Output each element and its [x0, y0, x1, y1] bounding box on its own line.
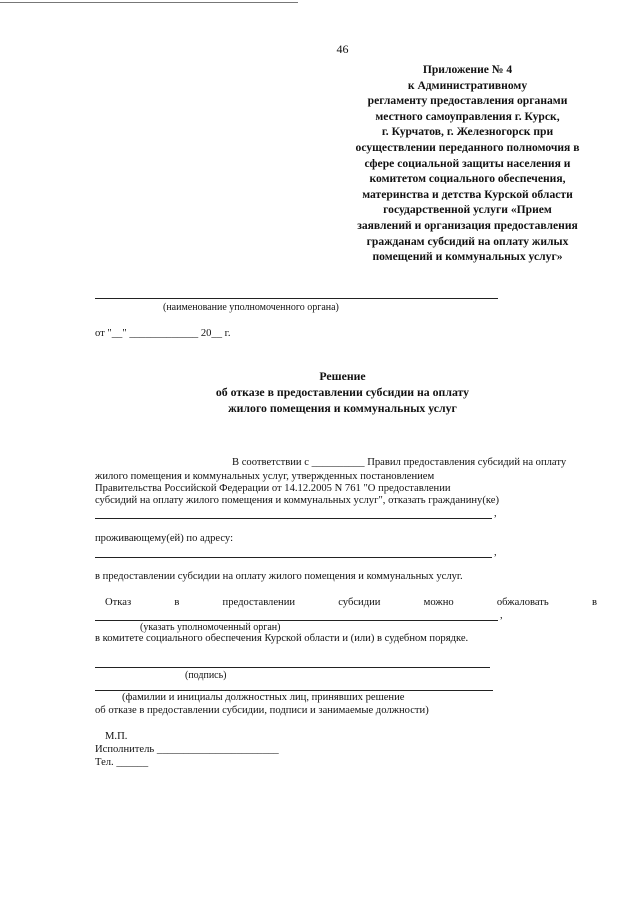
appendix-line: комитетом социального обеспечения,: [369, 172, 566, 186]
committee-line: в комитете социального обеспечения Курской области и (или) в судебном порядке.: [95, 633, 469, 644]
date-line: от "__" _____________ 20__ г.: [95, 328, 231, 339]
executor-line: Исполнитель _______________________: [95, 744, 279, 755]
appendix-line: к Административному: [407, 78, 528, 92]
appeal-word: предоставлении: [222, 597, 296, 608]
comma: ,: [494, 547, 497, 558]
appendix-line: осуществлении переданного полномочия в: [355, 140, 580, 154]
officials-caption-1: (фамилии и инициалы должностных лиц, принявших решение: [122, 692, 405, 703]
citizen-name-rule: [95, 518, 492, 519]
decision-title: [0, 368, 640, 416]
body-line-3: Правительства Российской Федерации от 14.12.2005 N 761 "О предоставлении: [95, 483, 451, 494]
appendix-line: регламенту предоставления органами: [367, 94, 568, 108]
appendix-line: помещений и коммунальных услуг»: [372, 250, 563, 264]
appendix-line: государственной услуги «Прием: [383, 203, 552, 217]
body-line-1: В соответствии с __________ Правил предоставления субсидий на оплату: [232, 457, 567, 468]
residing-label: проживающему(ей) по адресу:: [95, 533, 234, 544]
phone-line: Тел. ______: [95, 757, 149, 768]
appendix-line: Приложение № 4: [422, 63, 513, 76]
appendix-line: местного самоуправления г. Курск,: [375, 109, 560, 123]
appeal-word: обжаловать: [496, 597, 549, 608]
authority-rule: [95, 620, 498, 621]
appendix-line: материнства и детства Курской области: [362, 187, 573, 201]
signature-caption: (подпись): [185, 670, 227, 681]
appendix-line: сфере социальной защиты населения и: [364, 156, 571, 170]
title-line: жилого помещения и коммунальных услуг: [228, 401, 457, 415]
appeal-word: в: [591, 597, 597, 608]
authority-hint: (указать уполномоченный орган): [140, 622, 281, 633]
appeal-word: Отказ: [105, 597, 132, 608]
comma: ,: [494, 508, 497, 519]
address-rule: [95, 557, 492, 558]
officials-rule: [95, 690, 493, 691]
appendix-line: г. Курчатов, г. Железногорск при: [381, 125, 554, 139]
officials-caption-2: об отказе в предоставлении субсидии, подписи и занимаемые должности): [95, 705, 429, 716]
appendix-header: [335, 62, 600, 265]
refusal-text: в предоставлении субсидии на оплату жилого помещения и коммунальных услуг.: [95, 571, 463, 582]
authority-caption: (наименование уполномоченного органа): [163, 302, 339, 313]
stamp-label: М.П.: [105, 731, 128, 742]
scan-edge-line: [0, 2, 298, 3]
appendix-line: заявлений и организация предоставления: [357, 218, 578, 232]
title-line: Решение: [319, 369, 366, 383]
appeal-word: в: [174, 597, 180, 608]
appeal-word: субсидии: [338, 597, 381, 608]
page-number: 46: [336, 42, 349, 56]
appendix-line: гражданам субсидий на оплату жилых: [366, 234, 569, 248]
authority-name-rule: [95, 298, 498, 299]
signature-rule: [95, 667, 490, 668]
title-line: об отказе в предоставлении субсидии на оплату: [215, 385, 470, 399]
comma: ,: [500, 610, 503, 621]
body-line-4: субсидий на оплату жилого помещения и коммунальных услуг", отказать гражданину(ке): [95, 495, 499, 506]
body-line-2: жилого помещения и коммунальных услуг, утвержденных постановлением: [95, 471, 435, 482]
appeal-line: [105, 597, 597, 608]
appeal-word: можно: [423, 597, 454, 608]
